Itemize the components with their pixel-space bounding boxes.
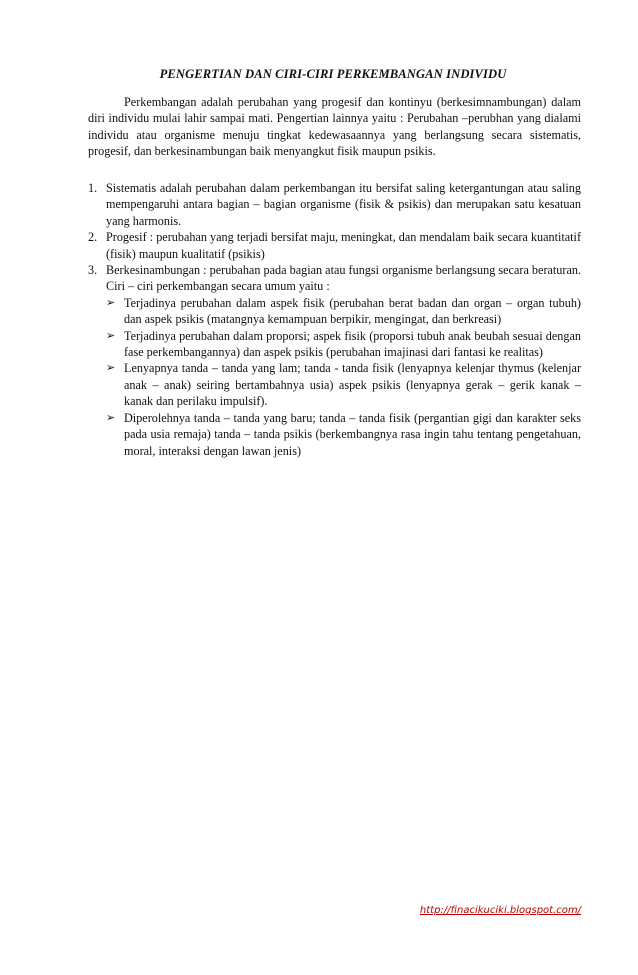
bullet-text: Terjadinya perubahan dalam aspek fisik (perubahan berat badan dan organ – organ tubuh) dan aspek psikis (matangnya kemampuan berpikir, mengingat, dan berkreasi) bbox=[124, 295, 581, 327]
bullet-item bbox=[106, 295, 581, 328]
arrow-bullet-icon: ➢ bbox=[106, 361, 116, 375]
bullet-text: Diperolehnya tanda – tanda yang baru; tanda – tanda fisik (pergantian gigi dan karakter seks pada usia remaja) tanda – tanda psikis (berkembangnya rasa ingin tahu tentang pengetahuan, moral, interaksi dengan lawan jenis) bbox=[124, 410, 581, 458]
arrow-bullet-icon: ➢ bbox=[106, 410, 116, 424]
arrow-bullet-icon: ➢ bbox=[106, 295, 116, 309]
intro-paragraph: Perkembangan adalah perubahan yang progesif dan kontinyu (berkesimnambungan) dalam diri individu mulai lahir sampai mati. Pengertian lainnya yaitu : Perubahan –perubhan yang dialami individu atau organisme menuju tingkat kedewasaannya yang berlangsung secara sistematis, progesif, dan berkesinambungan baik menyangkut fisik maupun psikis. bbox=[88, 95, 581, 159]
list-item bbox=[88, 262, 581, 459]
list-number: 1. bbox=[88, 181, 98, 195]
list-item bbox=[88, 229, 581, 262]
bullet-item bbox=[106, 410, 581, 459]
bullet-item bbox=[106, 328, 581, 361]
list-number: 2. bbox=[88, 230, 98, 245]
bullet-text: Lenyapnya tanda – tanda yang lam; tanda - tanda fisik (lenyapnya kelenjar thymus (kelenjar anak – anak) seiring bertambahnya usia) aspek psikis (lenyapnya gerak – gerik kanak – kanak dan perilaku impulsif). bbox=[124, 361, 581, 409]
footer-url-link[interactable]: http://finacikuciki.blogspot.com/ bbox=[419, 905, 581, 916]
list-item bbox=[88, 180, 581, 229]
list-item-text: Berkesinambungan : perubahan pada bagian atau fungsi organisme berlangsung secara beraturan. Ciri – ciri perkembangan secara umum yaitu : bbox=[106, 263, 581, 294]
bullet-list bbox=[106, 295, 581, 459]
list-item-text: Progesif : perubahan yang terjadi bersifat maju, meningkat, dan mendalam baik secara kuantitatif (fisik) maupun kualitatif (psikis) bbox=[106, 230, 581, 261]
arrow-bullet-icon: ➢ bbox=[106, 328, 116, 342]
document-title: PENGERTIAN DAN CIRI-CIRI PERKEMBANGAN INDIVIDU bbox=[159, 67, 507, 81]
list-number: 3. bbox=[88, 263, 98, 278]
bullet-text: Terjadinya perubahan dalam proporsi; aspek fisik (proporsi tubuh anak beubah sesuai dengan fase perkembangannya) dan aspek psikis (perubahan imajinasi dari fantasi ke realitas) bbox=[124, 328, 581, 360]
list-item-text: Sistematis adalah perubahan dalam perkembangan itu bersifat saling ketergantungan atau saling mempengaruhi antara bagian – bagian organisme (fisik & psikis) dan merupakan satu kesatuan yang harmonis. bbox=[106, 181, 581, 228]
numbered-list bbox=[88, 180, 581, 459]
bullet-item bbox=[106, 360, 581, 409]
